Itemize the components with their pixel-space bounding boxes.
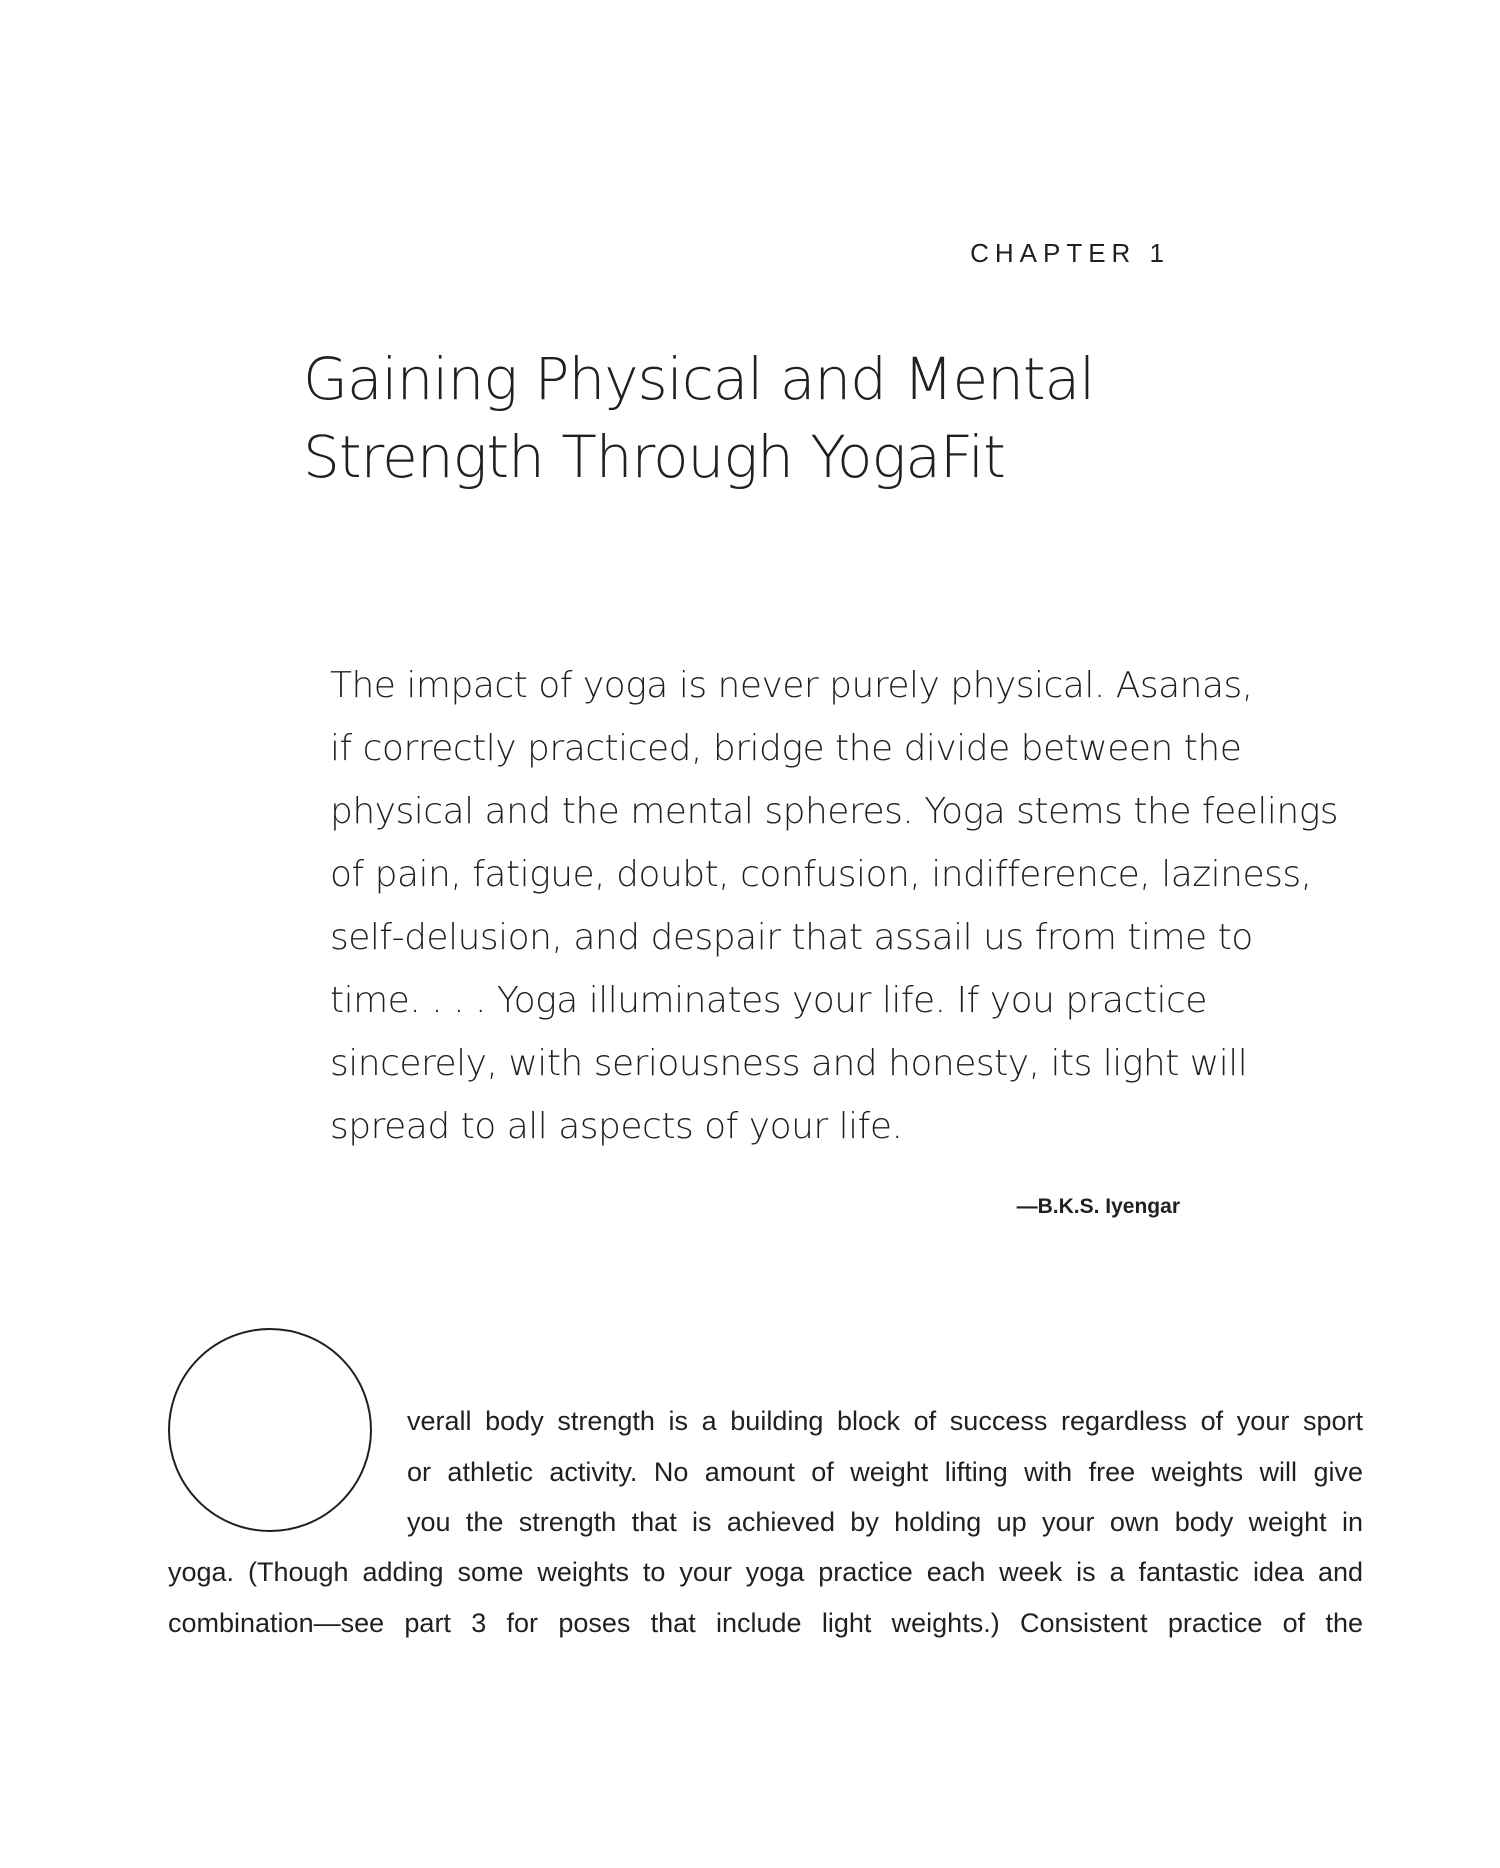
epigraph-line: time. . . . Yoga illuminates your life. If you practice — [330, 980, 1207, 1021]
body-text-line: or athletic activity. No amount of weight lifting with free weights will give — [407, 1457, 1363, 1487]
epigraph-attribution: —B.K.S. Iyengar — [1016, 1195, 1180, 1218]
epigraph-line: if correctly practiced, bridge the divide between the — [330, 728, 1242, 769]
epigraph-line: sincerely, with seriousness and honesty, its light will — [330, 1043, 1248, 1084]
body-text-line: you the strength that is achieved by holding up your own body weight in — [407, 1507, 1363, 1537]
epigraph-quote — [330, 654, 1339, 1158]
drop-cap-o — [168, 1328, 372, 1532]
epigraph-line: self-delusion, and despair that assail us from time to — [330, 917, 1253, 958]
epigraph-line: of pain, fatigue, doubt, confusion, indifference, laziness, — [330, 854, 1312, 895]
chapter-title-line: Gaining Physical and Mental — [303, 345, 1095, 413]
body-text-line: verall body strength is a building block of success regardless of your sport — [407, 1406, 1363, 1436]
chapter-title — [303, 340, 1203, 496]
body-text-line: yoga. (Though adding some weights to your yoga practice each week is a fantastic idea and — [168, 1557, 1363, 1587]
epigraph-line: The impact of yoga is never purely physical. Asanas, — [330, 665, 1253, 706]
chapter-label: CHAPTER 1 — [970, 238, 1170, 268]
body-text-line: combination—see part 3 for poses that include light weights.) Consistent practice of the — [168, 1608, 1363, 1638]
epigraph-line: physical and the mental spheres. Yoga stems the feelings — [330, 791, 1339, 832]
epigraph-line: spread to all aspects of your life. — [330, 1106, 903, 1147]
chapter-title-line: Strength Through YogaFit — [303, 423, 1005, 491]
